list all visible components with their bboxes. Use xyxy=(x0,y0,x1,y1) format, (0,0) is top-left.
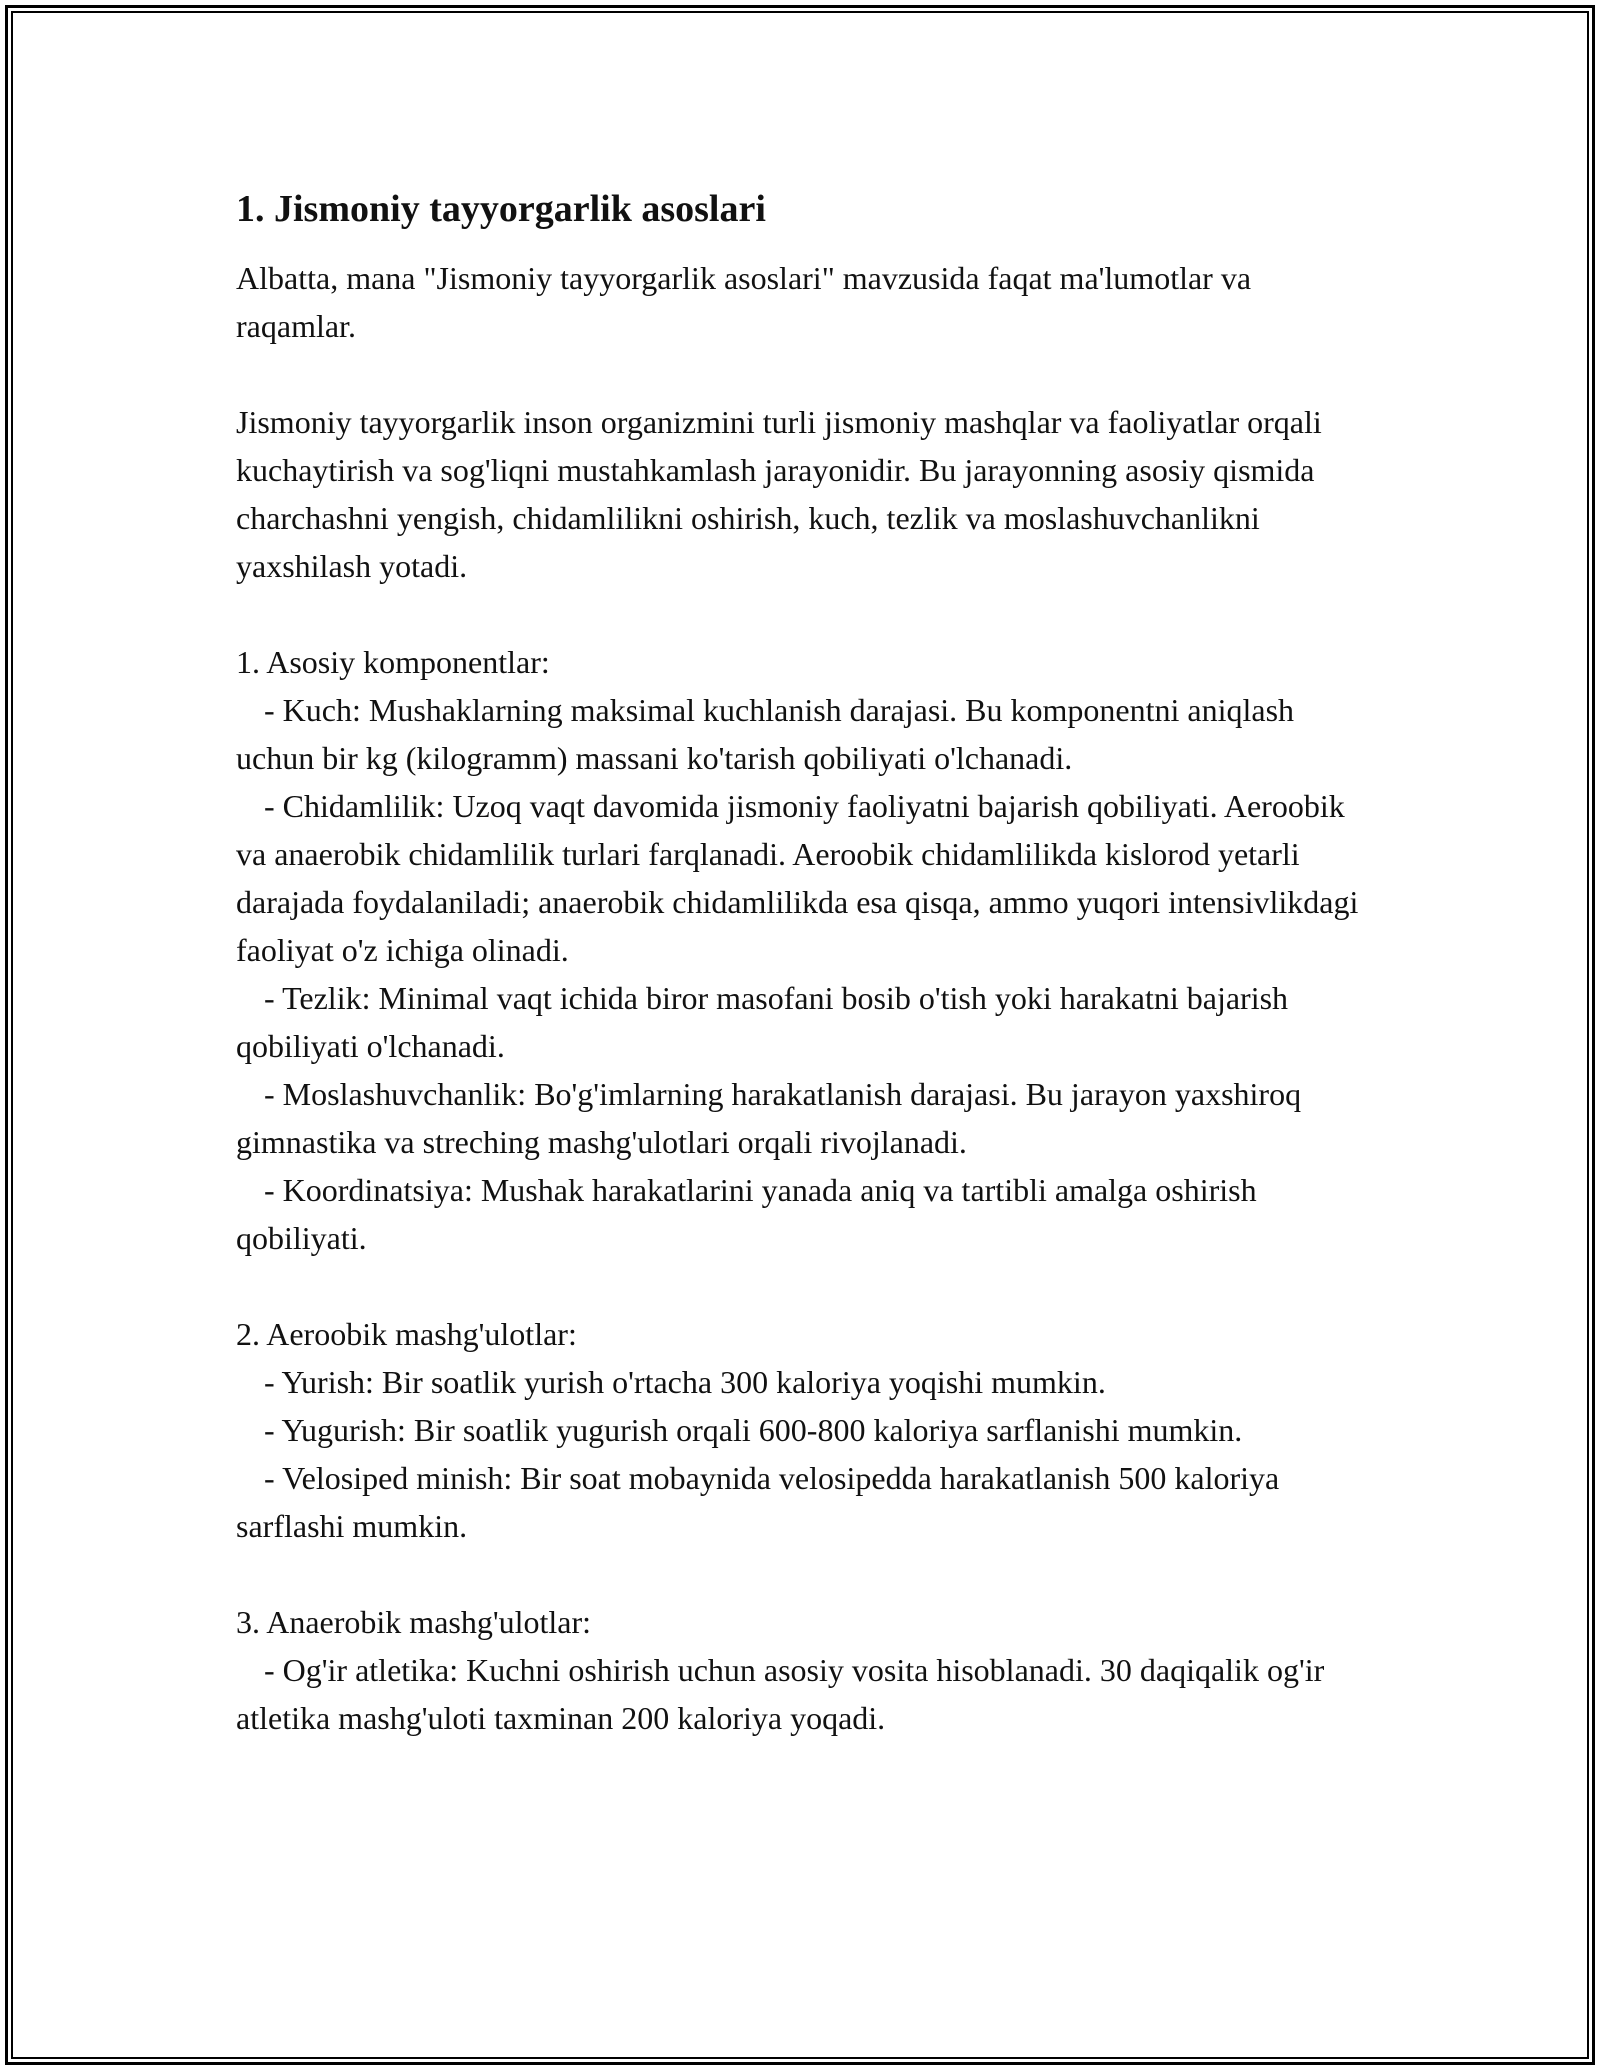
section-aerobic xyxy=(236,1310,1376,1550)
list-item-velosiped: - Velosiped minish: Bir soat mobaynida velosipedda harakatlanish 500 kaloriya sarflashi mumkin. xyxy=(236,1460,1280,1544)
section-anaerobic xyxy=(236,1598,1376,1742)
list-item-moslashuvchanlik: - Moslashuvchanlik: Bo'g'imlarning harakatlanish darajasi. Bu jarayon yaxshiroq gimnastika va streching mashg'ulotlari orqali rivojlanadi. xyxy=(236,1076,1302,1160)
document-body xyxy=(236,186,1376,1790)
list-item-koordinatsiya: - Koordinatsiya: Mushak harakatlarini yanada aniq va tartibli amalga oshirish qobiliyati. xyxy=(236,1172,1257,1256)
list-item-tezlik: - Tezlik: Minimal vaqt ichida biror masofani bosib o'tish yoki harakatni bajarish qobiliyati o'lchanadi. xyxy=(236,980,1289,1064)
list-item-ogir-atletika: - Og'ir atletika: Kuchni oshirish uchun asosiy vosita hisoblanadi. 30 daqiqalik og'ir atletika mashg'uloti taxminan 200 kaloriya yoqadi. xyxy=(236,1652,1325,1736)
definition-paragraph: Jismoniy tayyorgarlik inson organizmini turli jismoniy mashqlar va faoliyatlar orqali kuchaytirish va sog'liqni mustahkamlash jarayonidir. Bu jarayonning asosiy qismida charchashni yengish, chidamlilikni oshirish, kuch, tezlik va moslashuvchanlikni yaxshilash yotadi. xyxy=(236,404,1330,584)
section-components xyxy=(236,638,1376,1262)
section-heading: 3. Anaerobik mashg'ulotlar: xyxy=(236,1604,592,1640)
list-item-chidamlilik: - Chidamlilik: Uzoq vaqt davomida jismoniy faoliyatni bajarish qobiliyati. Aeroobik va anaerobik chidamlilik turlari farqlanadi. Aeroobik chidamlilikda kislorod yetarli darajada foydalaniladi; anaerobik chidamlilikda esa qisqa, ammo yuqori intensivlikdagi faoliyat o'z ichiga olinadi. xyxy=(236,788,1359,968)
list-item-kuch: - Kuch: Mushaklarning maksimal kuchlanish darajasi. Bu komponentni aniqlash uchun bir kg (kilogramm) massani ko'tarish qobiliyati o'lchanadi. xyxy=(236,692,1295,776)
section-heading: 2. Aeroobik mashg'ulotlar: xyxy=(236,1316,577,1352)
intro-paragraph: Albatta, mana "Jismoniy tayyorgarlik asoslari" mavzusida faqat ma'lumotlar va raqamlar. xyxy=(236,260,1260,344)
list-item-yurish: - Yurish: Bir soatlik yurish o'rtacha 300 kaloriya yoqishi mumkin. xyxy=(264,1364,1106,1400)
section-heading: 1. Asosiy komponentlar: xyxy=(236,644,550,680)
document-title: 1. Jismoniy tayyorgarlik asoslari xyxy=(236,188,766,230)
list-item-yugurish: - Yugurish: Bir soatlik yugurish orqali 600-800 kaloriya sarflanishi mumkin. xyxy=(264,1412,1243,1448)
